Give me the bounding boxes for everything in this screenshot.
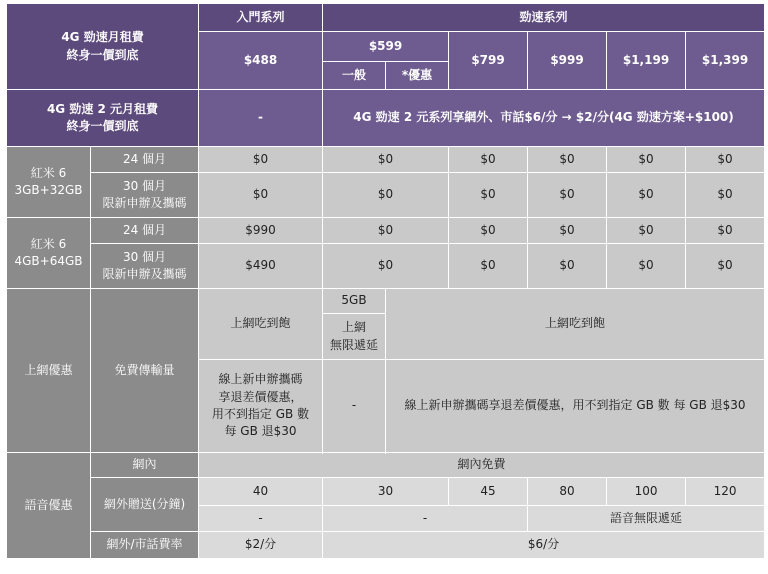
offnet-extra-mid: -: [323, 506, 528, 532]
price-599-normal: 一般: [323, 62, 386, 90]
redmi6-32-term-30-line2: 限新申辦及攜碼: [102, 196, 187, 210]
price-cell: $0: [528, 244, 607, 289]
offnet-minutes-cell: 80: [528, 478, 607, 506]
price-cell: $0: [449, 244, 528, 289]
voice-onnet-row: [7, 453, 765, 478]
price-cell: $990: [199, 218, 323, 244]
offnet-extra-entry: -: [199, 506, 323, 532]
redmi6-32-term-24: 24 個月: [91, 147, 199, 173]
p599-refund-note: -: [323, 360, 386, 453]
monthly-fee-label-line1: 4G 勁速月租費: [61, 30, 144, 45]
price-cell: $0: [323, 147, 449, 173]
price-cell: $0: [449, 218, 528, 244]
price-cell: $0: [607, 218, 686, 244]
price-cell: $490: [199, 244, 323, 289]
monthly-fee-label: [7, 4, 199, 90]
p599-unlimited-line1: 上網: [342, 320, 367, 335]
price-cell: $0: [528, 147, 607, 173]
two-yuan-row: [7, 90, 765, 147]
redmi6-64-term-24: 24 個月: [91, 218, 199, 244]
entry-refund-note-line4: 每 GB 退$30: [224, 424, 297, 439]
voice-rate-entry: $2/分: [199, 532, 323, 559]
price-599-offer: *優惠: [386, 62, 449, 90]
voice-onnet-label: 網內: [91, 453, 199, 478]
speed-unlimited-data: 上網吃到飽: [386, 289, 765, 360]
price-cell: $0: [449, 147, 528, 173]
data-offer-item: 免費傳輸量: [91, 289, 199, 453]
group-speed-series: 勁速系列: [323, 4, 765, 32]
voice-offnet-row: [7, 478, 765, 506]
redmi6-64-term-30-line2: 限新申辦及攜碼: [102, 267, 187, 281]
price-cell: $0: [686, 244, 765, 289]
price-1399: $1,399: [686, 32, 765, 90]
offnet-minutes-cell: 40: [199, 478, 323, 506]
price-599: $599: [323, 32, 449, 62]
price-cell: $0: [199, 173, 323, 218]
redmi6-64-row-30: [7, 244, 765, 289]
redmi6-32-term-30-line1: 30 個月: [122, 178, 167, 193]
entry-refund-note: [199, 360, 323, 453]
redmi6-32-row-24: [7, 147, 765, 173]
plan-comparison-table: [6, 3, 765, 559]
price-1199: $1,199: [607, 32, 686, 90]
offnet-minutes-cell: 45: [449, 478, 528, 506]
entry-unlimited-data: 上網吃到飽: [199, 289, 323, 360]
price-cell: $0: [607, 147, 686, 173]
header-row-groups: [7, 4, 765, 32]
monthly-fee-label-line2: 終身一價到底: [66, 47, 139, 62]
price-cell: $0: [528, 173, 607, 218]
two-yuan-entry-value: -: [199, 90, 323, 147]
redmi6-64-row-24: [7, 218, 765, 244]
p599-unlimited-carryover: [323, 314, 386, 360]
redmi6-32-term-30: [91, 173, 199, 218]
offnet-extra-high: 語音無限遞延: [528, 506, 765, 532]
offnet-minutes-cell: 30: [323, 478, 449, 506]
price-799: $799: [449, 32, 528, 90]
speed-refund-note: 線上新申辦攜碼享退差價優惠，用不到指定 GB 數 每 GB 退$30: [386, 360, 765, 453]
price-cell: $0: [199, 147, 323, 173]
voice-onnet-value: 網內免費: [199, 453, 765, 478]
price-cell: $0: [323, 218, 449, 244]
two-yuan-speed-value: 4G 勁速 2 元系列享網外、市話$6/分 → $2/分(4G 勁速方案+$100): [323, 90, 765, 147]
data-offer-row-1: [7, 289, 765, 314]
price-488: $488: [199, 32, 323, 90]
entry-refund-note-line1: 線上新申辦攜碼: [218, 372, 303, 387]
price-cell: $0: [607, 173, 686, 218]
voice-offnet-label: 網外贈送(分鐘): [91, 478, 199, 532]
price-cell: $0: [528, 218, 607, 244]
redmi6-32-row-30: [7, 173, 765, 218]
redmi6-64-term-30-line1: 30 個月: [122, 249, 167, 264]
group-entry-series: 入門系列: [199, 4, 323, 32]
price-cell: $0: [323, 173, 449, 218]
two-yuan-label: [7, 90, 199, 147]
p599-unlimited-line2: 無限遞延: [330, 337, 379, 352]
entry-refund-note-line2: 享退差價優惠，: [218, 389, 303, 404]
price-cell: $0: [686, 218, 765, 244]
voice-rate-speed: $6/分: [323, 532, 765, 559]
data-offer-section: 上網優惠: [7, 289, 91, 453]
redmi6-32-device-line1: 紅米 6: [30, 165, 67, 180]
redmi6-32-device: [7, 147, 91, 218]
redmi6-32-device-line2: 3GB+32GB: [14, 183, 83, 197]
offnet-minutes-cell: 100: [607, 478, 686, 506]
redmi6-64-device: [7, 218, 91, 289]
redmi6-64-device-line2: 4GB+64GB: [14, 254, 83, 268]
price-cell: $0: [686, 173, 765, 218]
redmi6-64-term-30: [91, 244, 199, 289]
p599-data-amount: 5GB: [323, 289, 386, 314]
voice-rate-label: 網外/市話費率: [91, 532, 199, 559]
price-cell: $0: [686, 147, 765, 173]
price-cell: $0: [449, 173, 528, 218]
voice-rate-row: [7, 532, 765, 559]
price-cell: $0: [607, 244, 686, 289]
plan-comparison-table-container: [6, 3, 764, 571]
two-yuan-label-line2: 終身一價到底: [66, 119, 139, 133]
price-cell: $0: [323, 244, 449, 289]
price-999: $999: [528, 32, 607, 90]
two-yuan-label-line1: 4G 勁速 2 元月租費: [46, 101, 159, 116]
redmi6-64-device-line1: 紅米 6: [30, 236, 67, 251]
entry-refund-note-line3: 用不到指定 GB 數: [211, 407, 310, 421]
offnet-minutes-cell: 120: [686, 478, 765, 506]
voice-offer-section: 語音優惠: [7, 453, 91, 559]
